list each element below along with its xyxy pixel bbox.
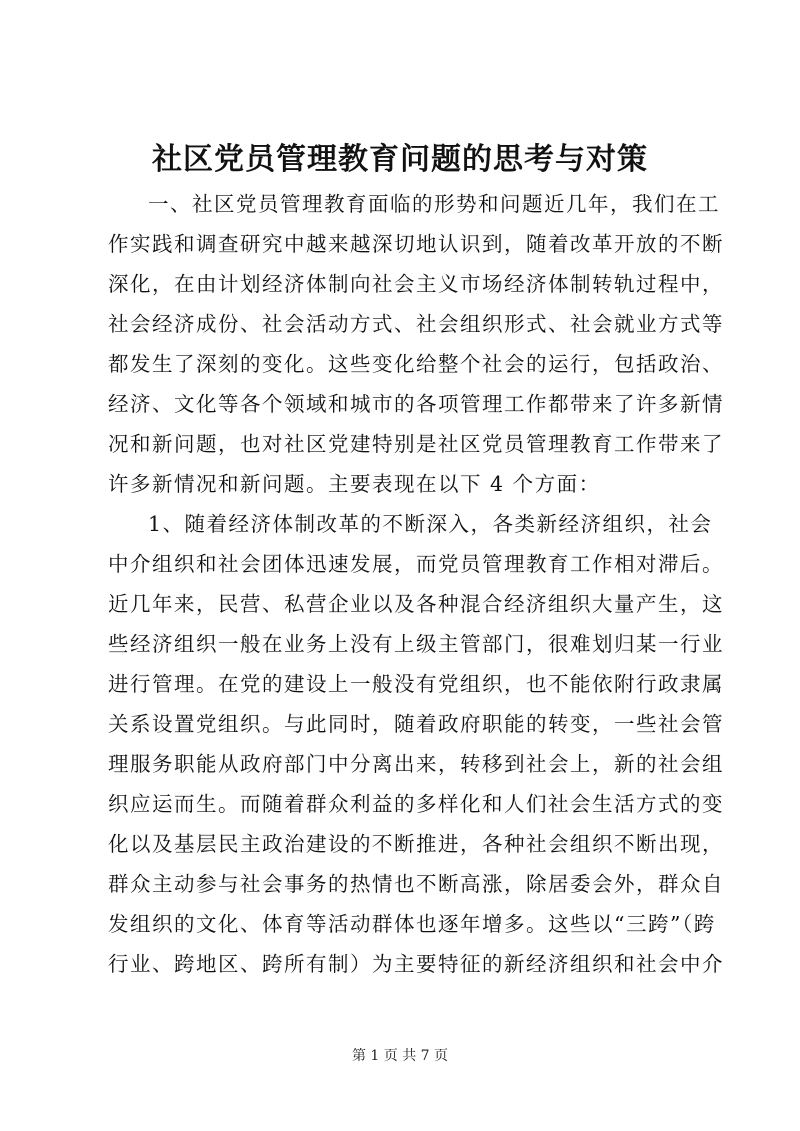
paragraph-line: 关系设置党组织。与此同时，随着政府职能的转变，一些社会管 <box>108 712 724 736</box>
paragraph-line: 深化，在由计划经济体制向社会主义市场经济体制转轨过程中， <box>108 272 724 296</box>
paragraph-line: 发组织的文化、体育等活动群体也逐年增多。这些以“三跨”（跨 <box>108 912 716 936</box>
paragraph-line: 一、社区党员管理教育面临的形势和问题近几年，我们在工 <box>148 192 720 216</box>
page-indicator: 第 1 页 共 7 页 <box>351 1048 449 1064</box>
paragraph-line: 近几年来，民营、私营企业以及各种混合经济组织大量产生，这 <box>108 592 724 616</box>
paragraph-line: 群众主动参与社会事务的热情也不断高涨，除居委会外，群众自 <box>108 872 724 896</box>
paragraph-line: 些经济组织一般在业务上没有上级主管部门，很难划归某一行业 <box>108 632 724 656</box>
paragraph-line: 社会经济成份、社会活动方式、社会组织形式、社会就业方式等 <box>108 312 724 336</box>
paragraph-line: 理服务职能从政府部门中分离出来，转移到社会上，新的社会组 <box>108 752 724 776</box>
paragraph-line: 况和新问题，也对社区党建特别是社区党员管理教育工作带来了 <box>108 432 724 456</box>
paragraph-line: 化以及基层民主政治建设的不断推进，各种社会组织不断出现， <box>108 832 724 856</box>
paragraph-line: 都发生了深刻的变化。这些变化给整个社会的运行，包括政治、 <box>108 352 724 376</box>
paragraph-line: 进行管理。在党的建设上一般没有党组织，也不能依附行政隶属 <box>108 672 724 696</box>
paragraph-line: 织应运而生。而随着群众利益的多样化和人们社会生活方式的变 <box>108 792 724 816</box>
paragraph-line: 作实践和调查研究中越来越深切地认识到，随着改革开放的不断 <box>108 232 724 256</box>
paragraph-line: 行业、跨地区、跨所有制）为主要特征的新经济组织和社会中介 <box>108 952 724 976</box>
document-title: 社区党员管理教育问题的思考与对策 <box>152 142 648 177</box>
paragraph-line: 许多新情况和新问题。主要表现在以下 4 个方面： <box>108 472 601 496</box>
paragraph-line: 经济、文化等各个领域和城市的各项管理工作都带来了许多新情 <box>108 392 724 416</box>
paragraph-line: 1、随着经济体制改革的不断深入，各类新经济组织，社会 <box>148 512 713 536</box>
paragraph-line: 中介组织和社会团体迅速发展，而党员管理教育工作相对滞后。 <box>108 552 724 576</box>
